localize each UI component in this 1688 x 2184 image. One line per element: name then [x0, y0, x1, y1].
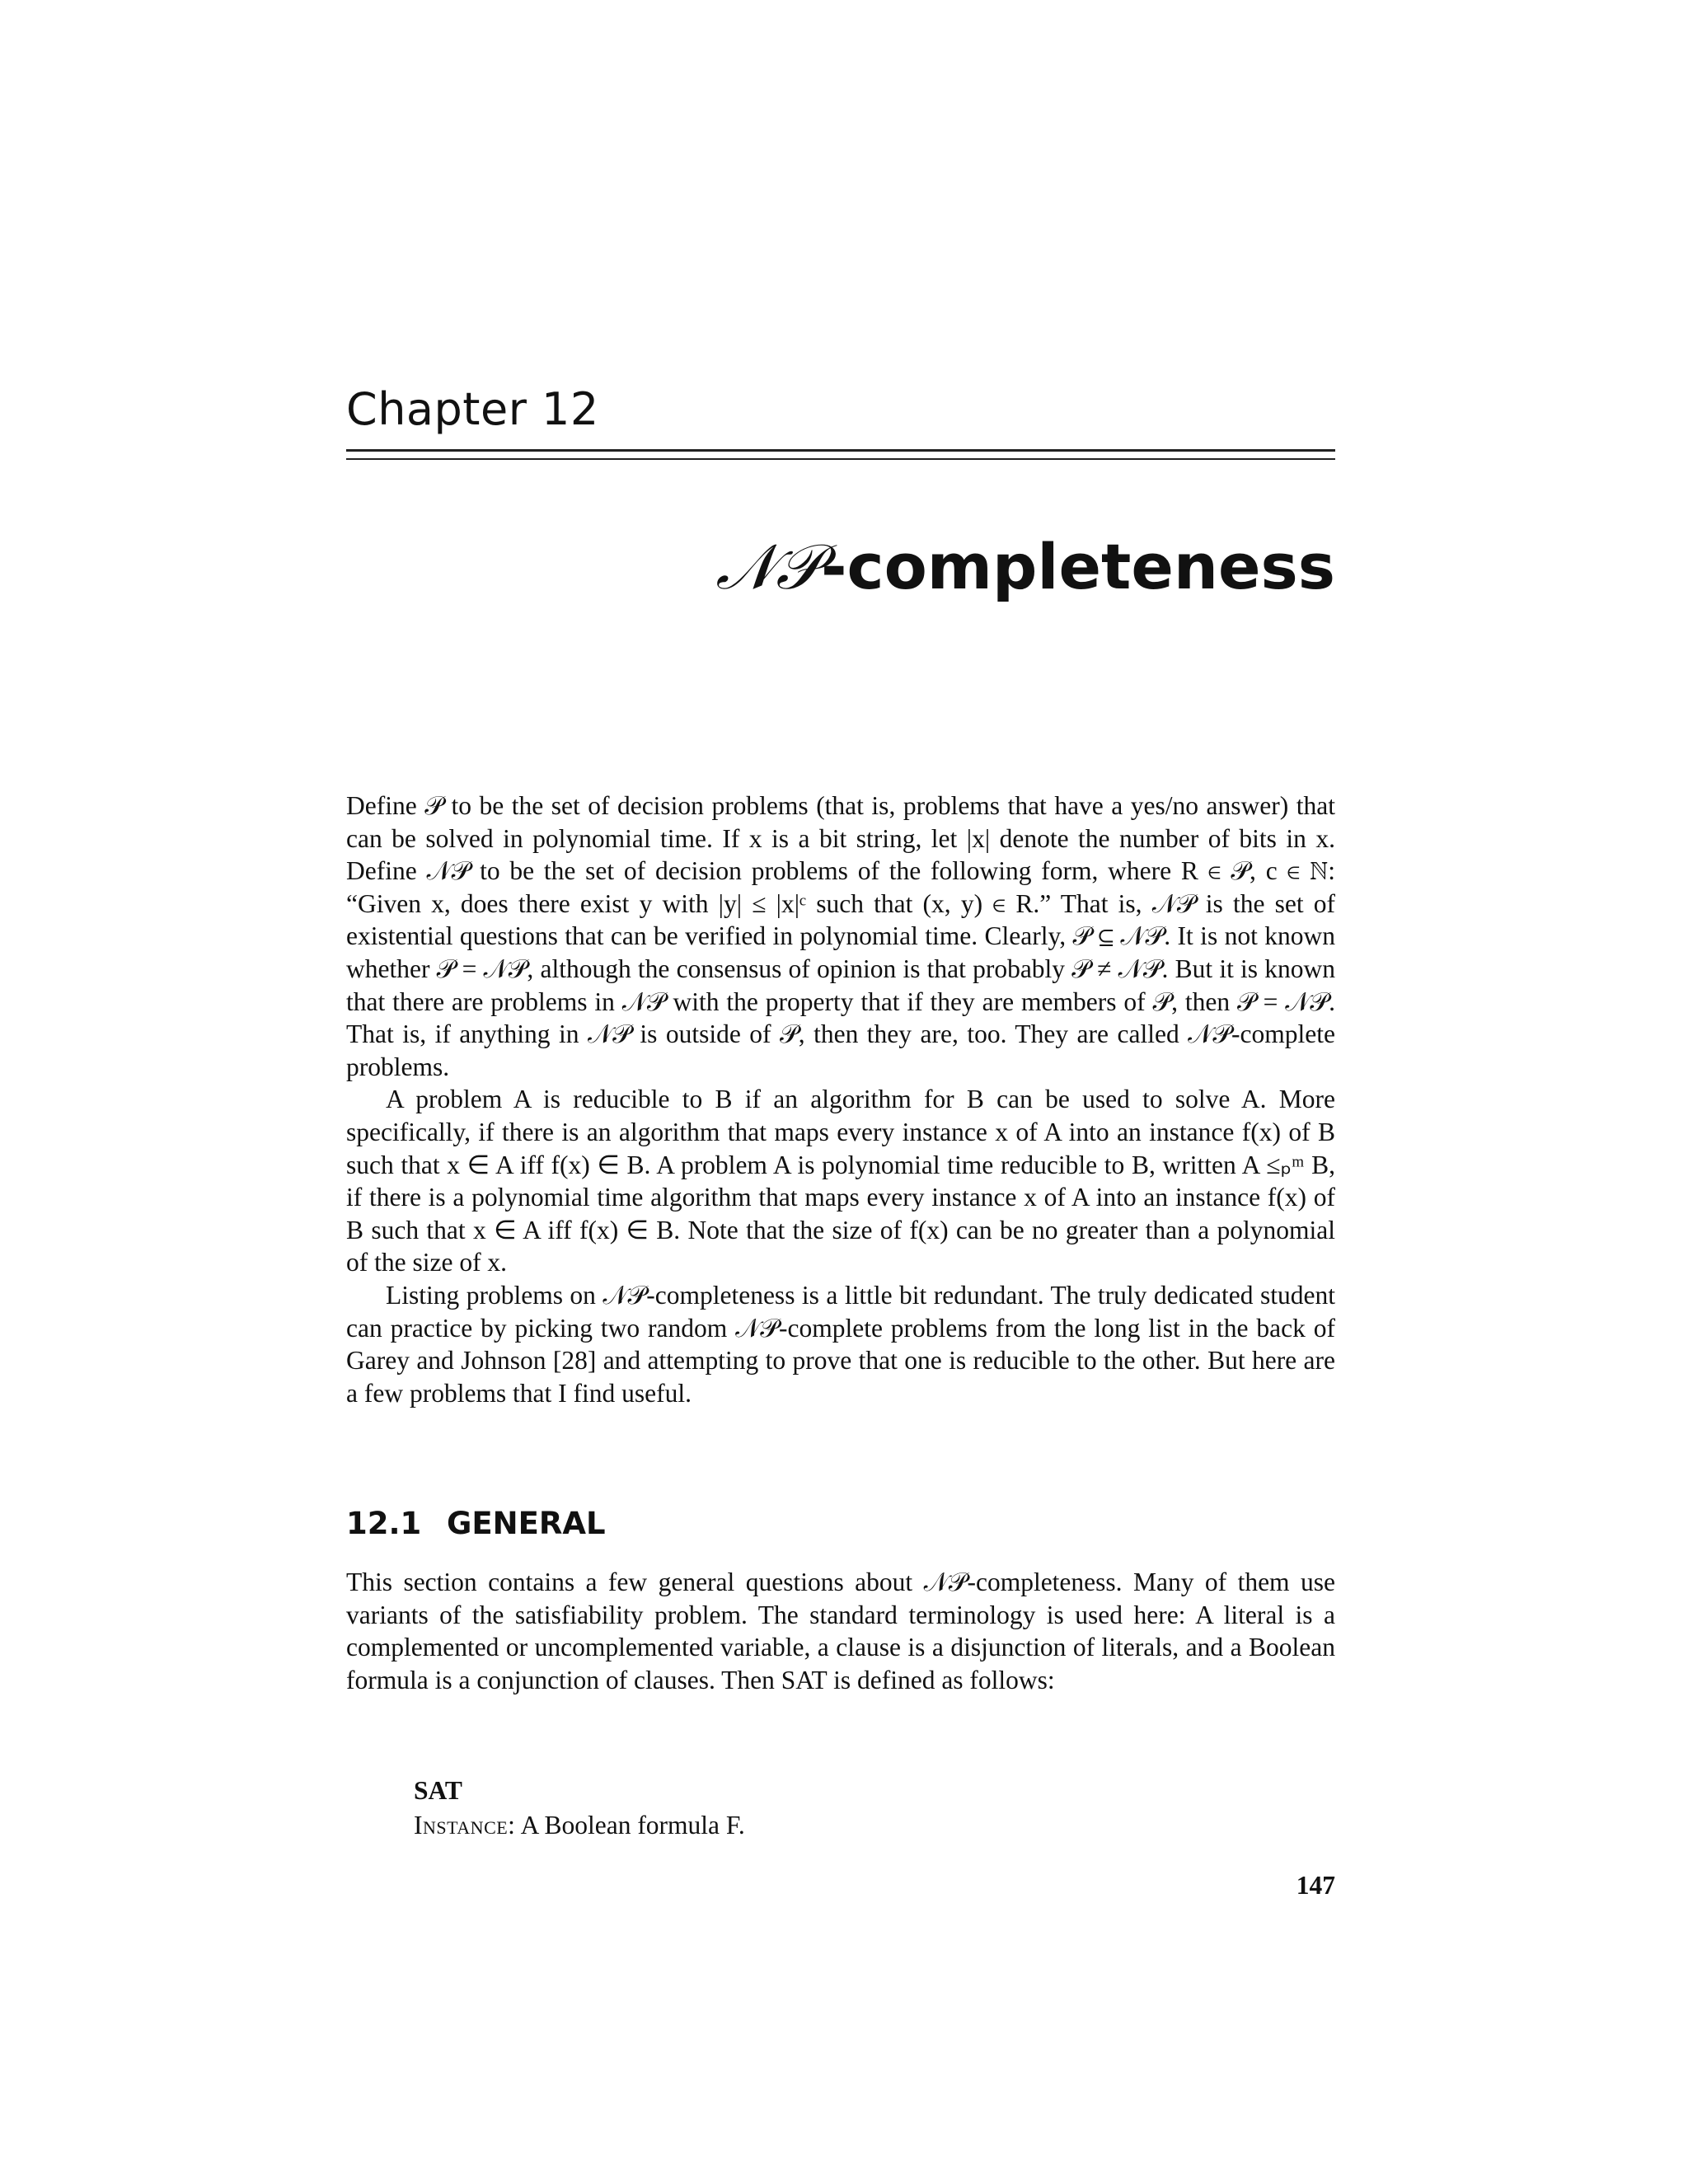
chapter-rule-top: [346, 449, 1335, 452]
section-number: 12.1: [346, 1506, 422, 1541]
chapter-label: Chapter 12: [346, 383, 599, 435]
page-number: 147: [1296, 1871, 1335, 1900]
section-paragraph: This section contains a few general questions about 𝒩𝒫-completeness. Many of them use variants of the satisfiability problem. The standard terminology is used here: A literal is a complemented or uncomplemented variable, a clause is a disjunction of literals, and a Boolean formula is a conjunction of clauses. Then SAT is defined as follows:: [346, 1568, 1335, 1694]
intro-paragraph-2: A problem A is reducible to B if an algorithm for B can be used to solve A. More specifically, if there is an algorithm that maps every instance x of A into an instance f(x) of B such that x ∈ A iff f(x) ∈ B. A problem A is polynomial time reducible to B, written A ≤ₚᵐ B, if there is a polynomial time algorithm that maps every instance x of A into an instance f(x) of B such that x ∈ A iff f(x) ∈ B. Note that the size of f(x) can be no greater than a polynomial of the size of x.: [346, 1085, 1335, 1277]
chapter-title-rest: -completeness: [821, 530, 1335, 603]
intro-paragraph-3: Listing problems on 𝒩𝒫-completeness is a little bit redundant. The truly dedicated student can practice by picking two random 𝒩𝒫-complete problems from the long list in the back of Garey and Johnson [28] and attempting to prove that one is reducible to the other. But here are a few problems that I find useful.: [346, 1280, 1335, 1408]
instance-text: A Boolean formula F.: [520, 1811, 745, 1840]
intro-paragraph-1: Define 𝒫 to be the set of decision problems (that is, problems that have a yes/no answer) that can be solved in polynomial time. If x is a bit string, let |x| denote the number of bits in x. Define 𝒩𝒫 to be the set of decision problems of the following form, where R ∈ 𝒫, c ∈ ℕ: “Given x, does there exist y with |y| ≤ |x|ᶜ such that (x, y) ∈ R.” That is, 𝒩𝒫 is the set of existential questions that can be verified in polynomial time. Clearly, 𝒫 ⊆ 𝒩𝒫. It is not known whether 𝒫 = 𝒩𝒫, although the consensus of opinion is that probably 𝒫 ≠ 𝒩𝒫. But it is known that there are problems in 𝒩𝒫 with the property that if they are members of 𝒫, then 𝒫 = 𝒩𝒫. That is, if anything in 𝒩𝒫 is outside of 𝒫, then they are, too. They are called 𝒩𝒫-complete problems.: [346, 791, 1335, 1081]
problem-definition: [414, 1774, 745, 1843]
chapter-title: [715, 530, 1335, 603]
section-heading: [346, 1508, 606, 1539]
section-title: GENERAL: [447, 1506, 606, 1541]
problem-name: SAT: [414, 1776, 462, 1805]
instance-label: Instance:: [414, 1811, 516, 1840]
chapter-rule-bottom: [346, 458, 1335, 460]
chapter-title-np: 𝒩𝒫: [715, 530, 821, 603]
intro-text: [346, 790, 1335, 1409]
